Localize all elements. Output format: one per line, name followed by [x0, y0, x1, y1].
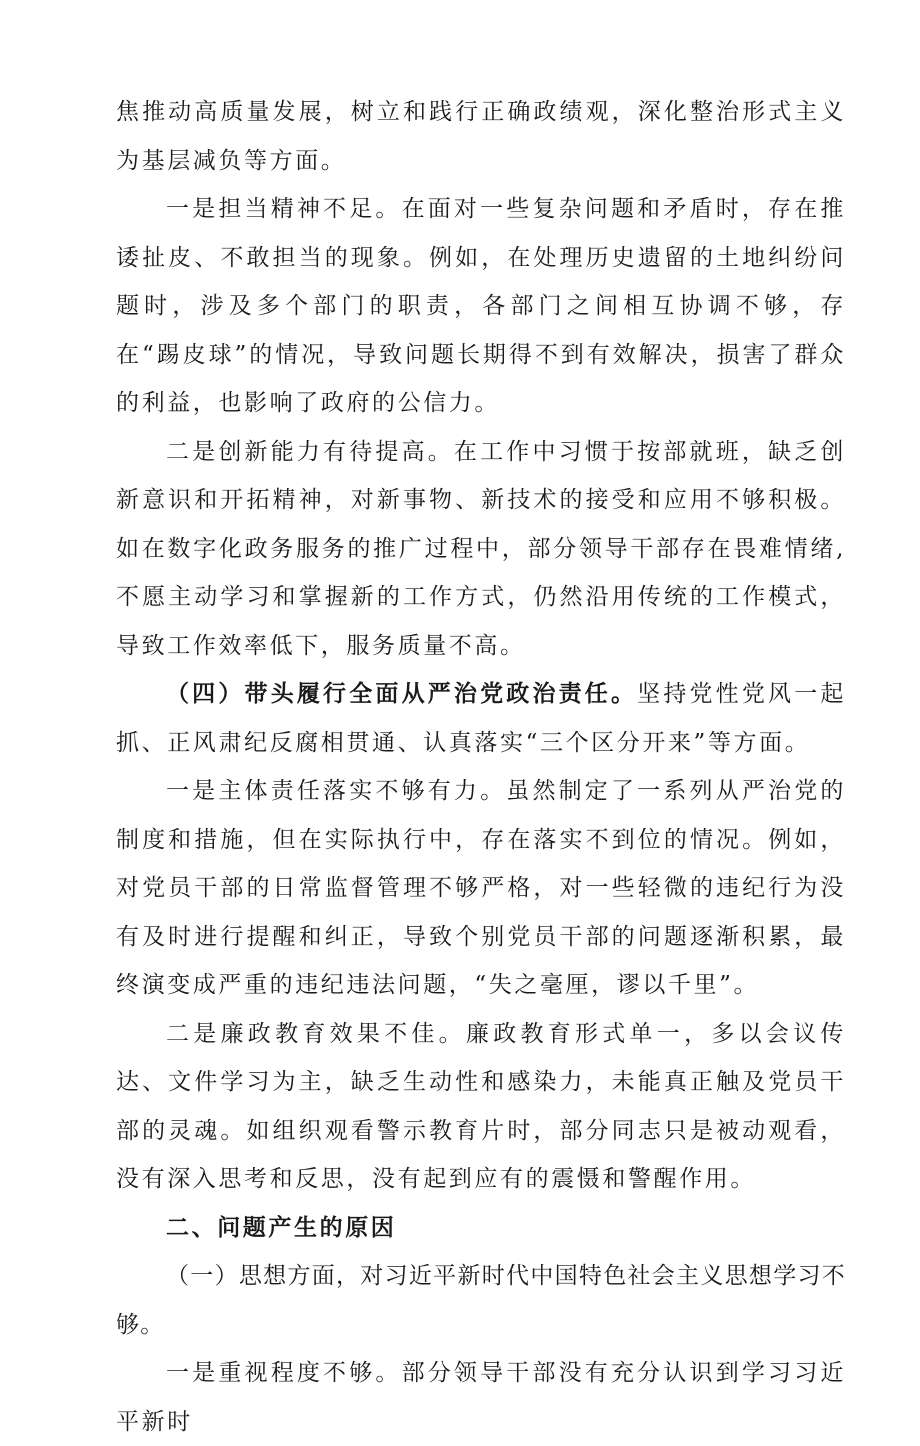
paragraph-continuation: 焦推动高质量发展，树立和践行正确政绩观，深化整治形式主义为基层减负等方面。: [116, 99, 846, 174]
paragraph-responsibility: 一是担当精神不足。在面对一些复杂问题和矛盾时，存在推诿扯皮、不敢担当的现象。例如，在处理历史遗留的土地纠纷问题时，涉及多个部门的职责，各部门之间相互协调不够，存在“踢皮球”的情况，导致问题长期得不到有效解决，损害了群众的利益，也影响了政府的公信力。: [116, 196, 846, 416]
subsection-heading-thought: （一）思想方面，对习近平新时代中国特色社会主义思想学习不够。: [116, 1263, 846, 1338]
paragraph-attention: 一是重视程度不够。部分领导干部没有充分认识到学习习近平新时: [116, 1360, 846, 1435]
paragraph-main-responsibility: 一是主体责任落实不够有力。虽然制定了一系列从严治党的制度和措施，但在实际执行中，存在落实不到位的情况。例如，对党员干部的日常监督管理不够严格，对一些轻微的违纪行为没有及时进行提醒和纠正，导致个别党员干部的问题逐渐积累，最终演变成严重的违纪违法问题，“失之毫厘，谬以千里”。: [116, 778, 846, 998]
paragraph-innovation: 二是创新能力有待提高。在工作中习惯于按部就班，缺乏创新意识和开拓精神，对新事物、新技术的接受和应用不够积极。如在数字化政务服务的推广过程中，部分领导干部存在畏难情绪,不愿主动学习和掌握新的工作方式，仍然沿用传统的工作模式，导致工作效率低下，服务质量不高。: [116, 438, 846, 659]
paragraph-integrity-education: 二是廉政教育效果不佳。廉政教育形式单一，多以会议传达、文件学习为主，缺乏生动性和感染力，未能真正触及党员干部的灵魂。如组织观看警示教育片时，部分同志只是被动观看，没有深入思考和反思，没有起到应有的震慑和警醒作用。: [116, 1020, 846, 1192]
document-body: [116, 88, 846, 1446]
section-four-heading: （四）带头履行全面从严治党政治责任。: [166, 680, 638, 707]
section-heading-causes: 二、问题产生的原因: [166, 1214, 397, 1241]
section-four-text: 坚持党性党风一起抓、正风肃纪反腐相贯通、认真落实“三个区分开来”等方面。: [116, 681, 846, 756]
section-four-paragraph: [116, 670, 846, 767]
